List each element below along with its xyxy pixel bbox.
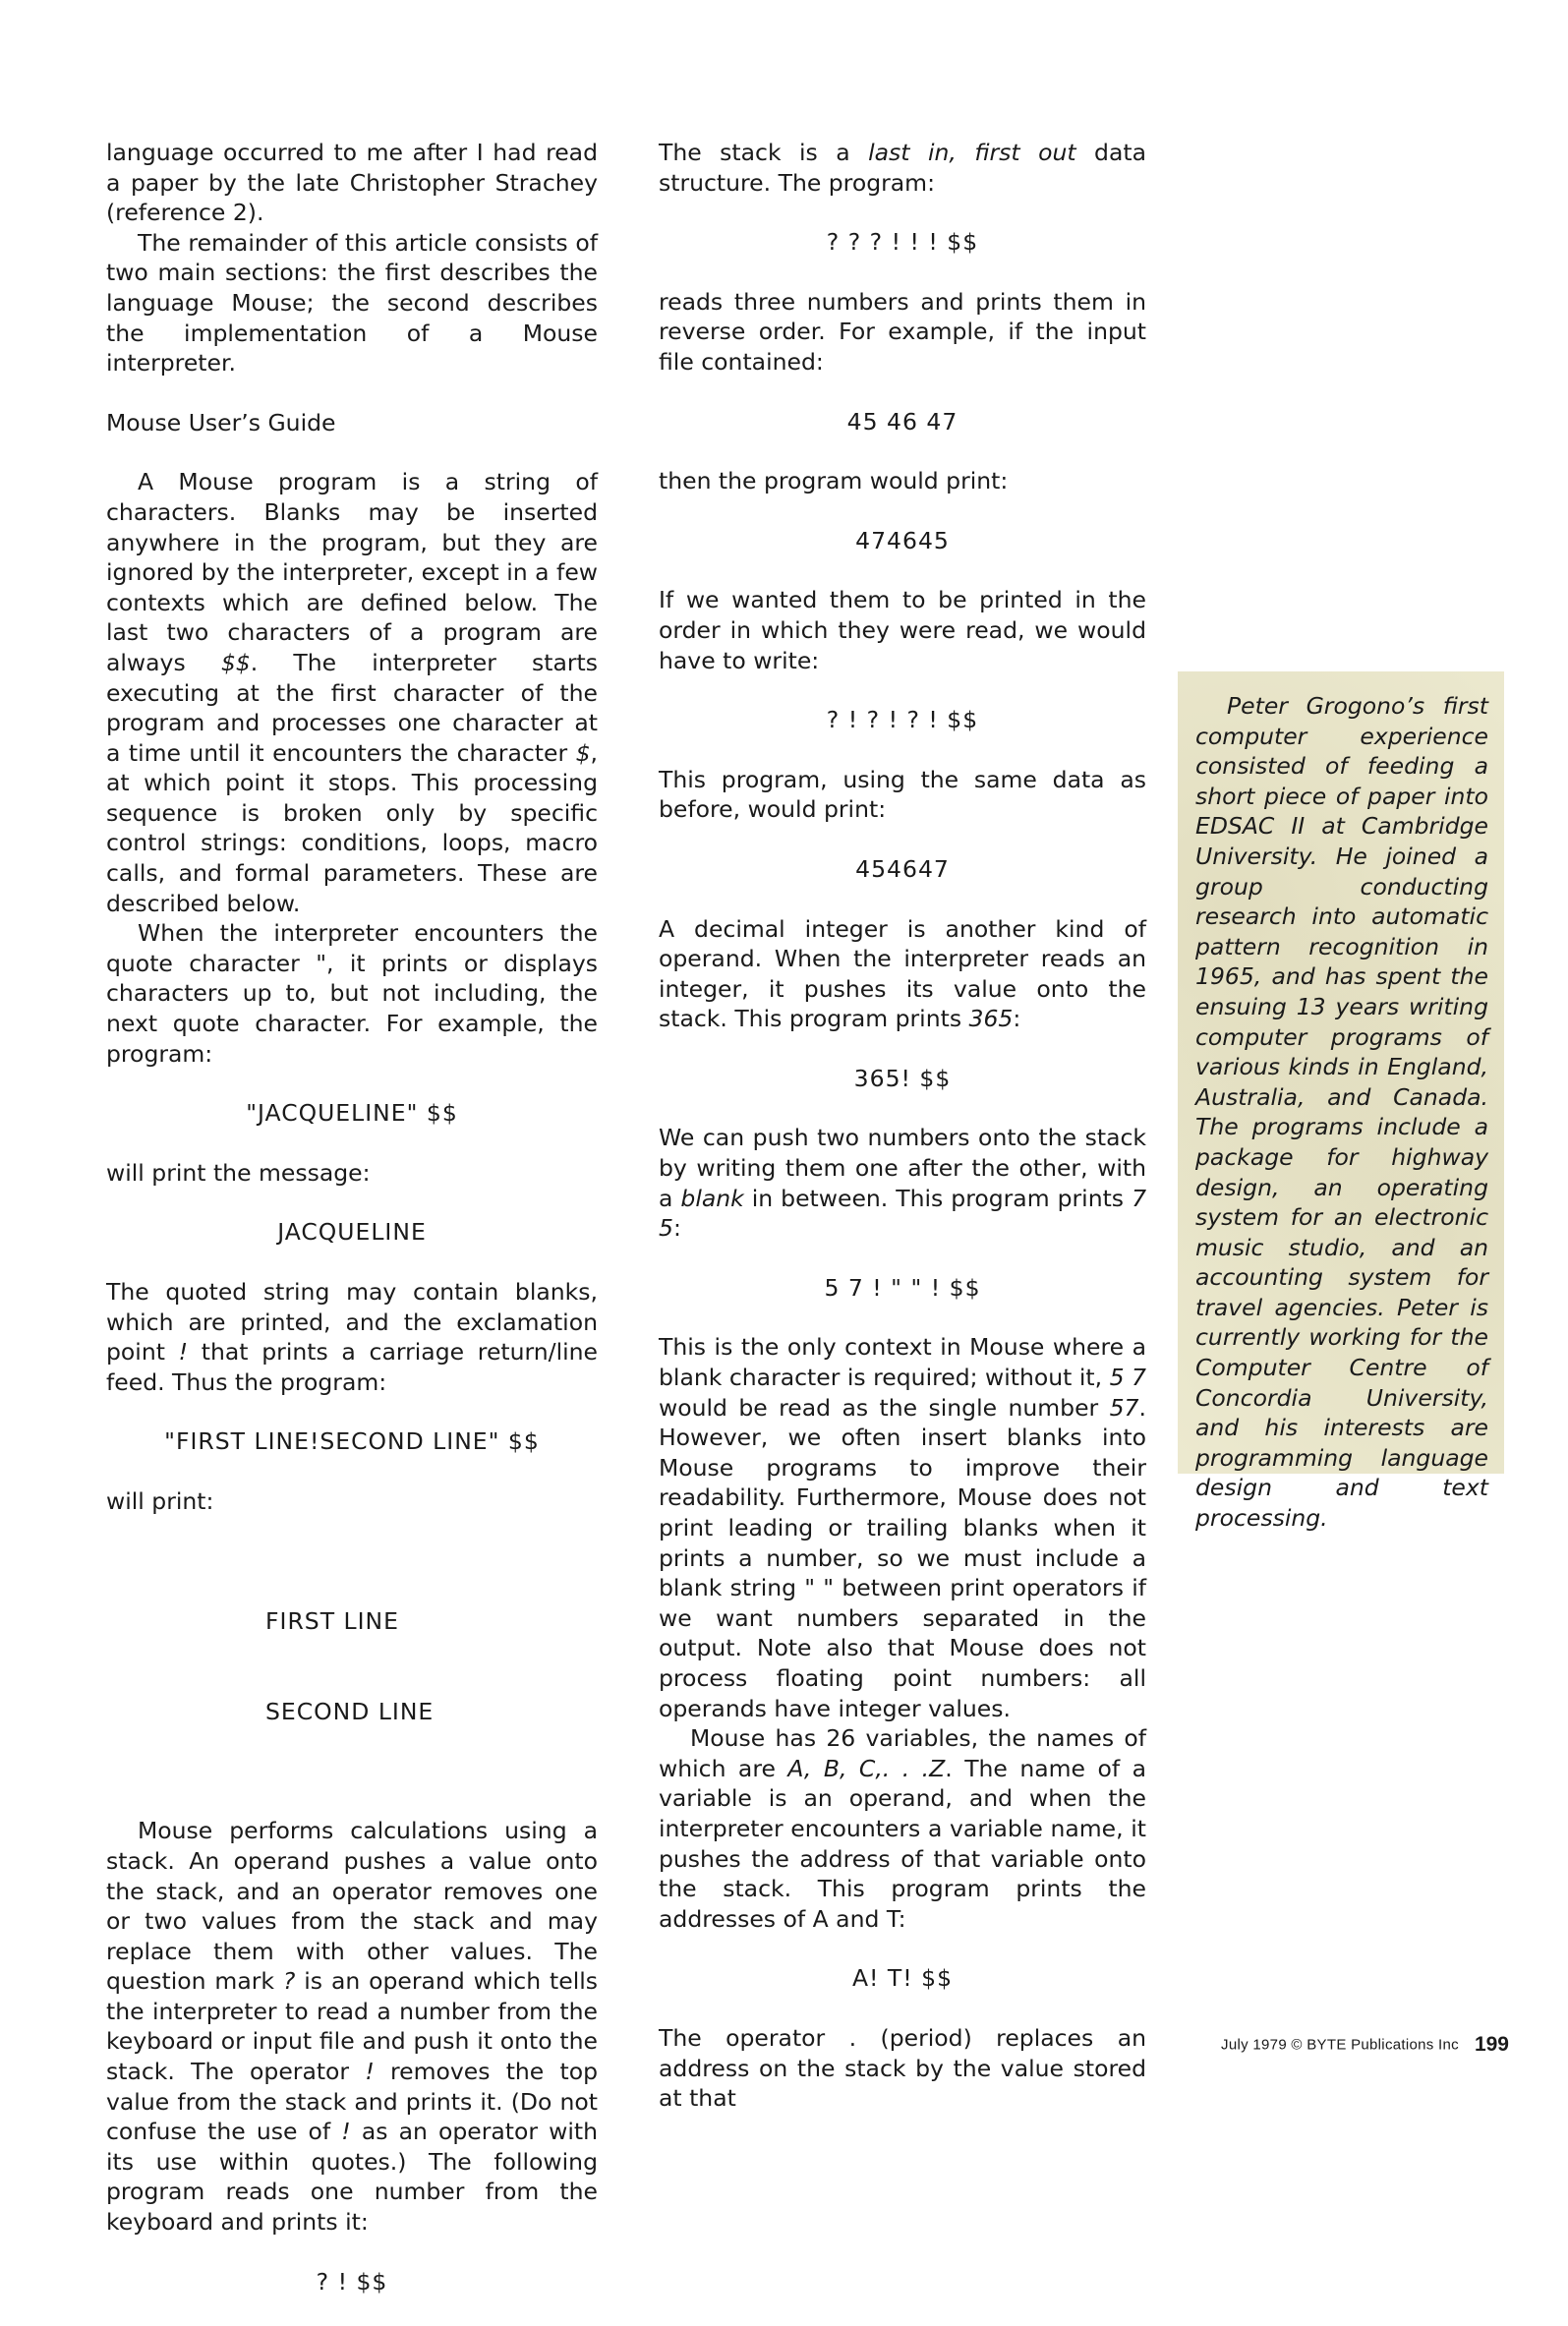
- paragraph: The stack is a last in, first out data structure. The program:: [659, 139, 1146, 197]
- publication-info: July 1979 © BYTE Publications Inc: [1221, 2036, 1459, 2054]
- code-example: ? ? ? ! ! ! $$: [826, 228, 979, 257]
- paragraph: A Mouse program is a string of characters. Blanks may be inserted anywhere in the program, but they are ignored by the interpreter, except in a few contexts which are defined below. The last two characters of a program are always $$. The interpreter starts executing at the first character of the program and processes one character at a time until it encounters the character $, at which point it stops. This processing sequence is broken only by specific control strings: conditions, loops, macro calls, and formal parameters. These are described below.: [106, 468, 598, 917]
- paragraph: The remainder of this article consists of two main sections: the first describes the language Mouse; the second describes the implementation of a Mouse interpreter.: [106, 228, 598, 378]
- code-example: 365! $$: [853, 1064, 952, 1092]
- program-output: 454647: [855, 854, 950, 883]
- paragraph: will print:: [106, 1486, 214, 1515]
- page-footer: [1160, 2033, 1509, 2057]
- code-example: 5 7 ! " " ! $$: [824, 1273, 981, 1302]
- author-bio-box: [1178, 671, 1504, 1533]
- code-example: "JACQUELINE" $$: [246, 1099, 458, 1128]
- left-column: [106, 138, 598, 2326]
- paragraph: Mouse performs calculations using a stack. An operand pushes a value onto the stack, and an operator removes one or two values from the stack and may replace them with other values. The question mark ? is an operand which tells the interpreter to read a number from the keyboard or input file and push it onto the stack. The operator ! removes the top value from the stack and prints it. (Do not confuse the use of ! as an operator with its use within quotes.) The following program reads one number from the keyboard and prints it:: [106, 1817, 598, 2237]
- code-example: "FIRST LINE!SECOND LINE" $$: [164, 1427, 540, 1456]
- page-number: 199: [1474, 2033, 1509, 2056]
- input-data: 45 46 47: [846, 407, 958, 436]
- paragraph: We can push two numbers onto the stack by writing them one after the other, with a blank in between. This program prints 7 5:: [659, 1124, 1147, 1243]
- paragraph: will print the message:: [106, 1158, 371, 1187]
- paragraph: When the interpreter encounters the quote character ", it prints or displays characters up to, but not including, the next quote character. For example, the program:: [106, 919, 598, 1068]
- paragraph: then the program would print:: [659, 467, 1009, 495]
- paragraph: The quoted string may contain blanks, which are printed, and the exclamation point ! that prints a carriage return/line feed. Thus the program:: [106, 1278, 598, 1396]
- program-output: [265, 1546, 598, 1787]
- code-example: A! T! $$: [851, 1964, 954, 1993]
- paragraph: The operator . (period) replaces an address on the stack by the value stored at that: [659, 2023, 1146, 2113]
- paragraph: Mouse has 26 variables, the names of which are A, B, C,. . .Z. The name of a variable is an operand, and when the interpreter encounters a variable name, it pushes the address of that variable onto the stack. This program prints the addresses of A and T:: [659, 1724, 1146, 1933]
- section-heading: Mouse User’s Guide: [106, 408, 336, 436]
- paragraph: A decimal integer is another kind of operand. When the interpreter reads an integer, it pushes its value onto the stack. This program prints 365:: [659, 914, 1146, 1033]
- paragraph: This program, using the same data as before, would print:: [659, 765, 1146, 824]
- code-example: ? ! ? ! ? ! $$: [826, 706, 979, 734]
- code-example: ? ! $$: [316, 2267, 388, 2296]
- output-line: FIRST LINE: [265, 1606, 399, 1635]
- program-output: 474645: [855, 526, 950, 554]
- paragraph: If we wanted them to be printed in the order in which they were read, we would have to write:: [659, 586, 1146, 674]
- paragraph: language occurred to me after I had read a paper by the late Christopher Strachey (reference 2).: [106, 139, 598, 227]
- output-line: SECOND LINE: [265, 1697, 435, 1725]
- middle-column: [659, 138, 1146, 2114]
- paragraph: This is the only context in Mouse where a blank character is required; without it, 5 7 would be read as the single number 57. However, we often insert blanks into Mouse programs to improve their readability. Furthermore, Mouse does not print leading or trailing blanks when it prints a number, so we must include a blank string " " between print operators if we want numbers separated in the output. Note also that Mouse does not process floating point numbers: all operands have integer values.: [659, 1333, 1146, 1722]
- paragraph: reads three numbers and prints them in reverse order. For example, if the input file contained:: [659, 287, 1146, 376]
- author-bio: Peter Grogono’s first computer experience consisted of feeding a short piece of paper into EDSAC II at Cambridge University. He joined a group conducting research into automatic pattern recognition in 1965, and has spent the ensuing 13 years writing computer programs of various kinds in England, Australia, and Canada. The programs include a package for highway design, an operating system for an electronic music studio, and an accounting system for travel agencies. Peter is currently working for the Computer Centre of Concordia University, and his interests are programming language design and text processing.: [1195, 692, 1488, 1533]
- program-output: JACQUELINE: [277, 1218, 427, 1247]
